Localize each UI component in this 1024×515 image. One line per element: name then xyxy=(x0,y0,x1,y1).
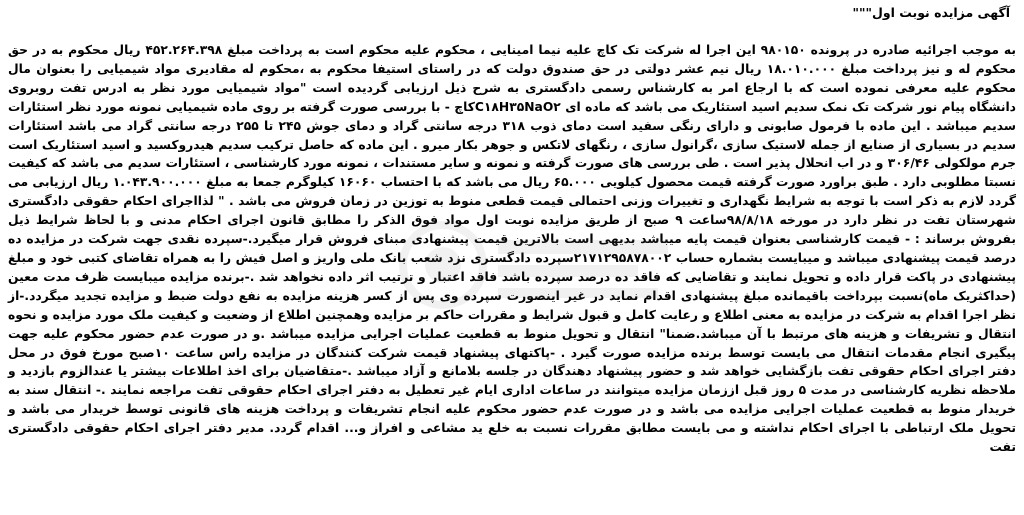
notice-document xyxy=(8,0,1016,515)
notice-body: به موجب اجرائیه صادره در پرونده ۹۸۰۱۵۰ این اجرا له شرکت تک کاچ علیه نیما امینایی ، محکوم علیه محکوم است به پرداخت مبلغ ۴۵۲.۲۶۴.۳۹۸ ریال محکوم به در حق محکوم له و نیز پرداخت مبلغ ۱۸.۰۱۰.۰۰۰ ریال نیم عشر دولتی در حق صندوق دولت که در راستای استیفا محکوم به ،محکوم له مقادیری مواد شیمیایی را بعنوان مال محکوم علیه معرفی نموده است که با ارجاع امر به کارشناس رسمی دادگستری به شرح ذیل ارزیابی گردیده است "مواد شیمیایی مورد نظر به ادرس تفت روبروی دانشگاه پیام نور شرکت تک نمک سدیم اسید استئاریک می باشد که ماده ای C۱۸H۳۵NaO۲کاچ - با بررسی صورت گرفته بر روی ماده شیمیایی نمونه مورد نظر استئارات سدیم میباشد . این ماده با فرمول صابونی و دارای رنگی سفید است دمای ذوب ۳۱۸ درجه سانتی گراد و دمای جوش ۲۴۵ تا ۲۵۵ درجه سانتی گراد می باشد استئارات سدیم در بسیاری از صنایع از جمله لاستیک سازی ،گرانول سازی ، رنگهای لاتکس و جوهر بکار میرو . این ماده که حاصل ترکیب سدیم هیدروکسید و اسید استئاریک است جرم مولکولی ۳۰۶/۴۶ و در اب انحلال پذیر است . طی بررسی های صورت گرفته و نمونه و سایر مستندات ، نمونه مورد کارشناسی ، استئارات سدیم می باشد که کیفیت نسبتا مطلوبی دارد . طبق براورد صورت گرفته قیمت محصول کیلویی ۶۵.۰۰۰ ریال می باشد که با احتساب ۱۶۰۶۰ کیلوگرم جمعا به مبلغ ۱.۰۴۳.۹۰۰.۰۰۰ ریال ارزیابی می گردد لازم به ذکر است با توجه به شرایط نگهداری و تغییرات وزنی احتمالی قیمت قطعی منوط به توزین در زمان فروش می باشد . " لذااجرای احکام حقوقی دادگستری شهرستان تفت در نظر دارد در مورخه ۹۸/۸/۱۸ساعت ۹ صبح از طریق مزایده نوبت اول مواد فوق الذکر را مطابق قانون اجرای احکام مدنی و با لحاظ شرایط ذیل بفروش برساند : - قیمت کارشناسی بعنوان قیمت پایه میباشد بدیهی است بالاترین قیمت پیشنهادی مبنای فروش قرار میگیرد.-سپرده نقدی جهت شرکت در مزایده ده درصد قیمت پیشنهادی میباشد و میبایست بشماره حساب ۲۱۷۱۲۹۵۸۷۸۰۰۲سپرده دادگستری نزد شعب بانک ملی واریز و اصل فیش را به همراه تقاضای کتبی خود و مبلغ پیشنهادی در پاکت قرار داده و تحویل نمایند و تقاضایی که فاقد ده درصد سپرده باشد فاقد اعتبار و ترتیب اثر داده نخواهد شد .-برنده مزایده میبایست ظرف مدت معین (حداکثریک ماه)نسبت بپرداخت باقیمانده مبلغ پیشنهادی اقدام نماید در غیر اینصورت سپرده وی پس از کسر هزینه مزایده به نفع دولت ضبط و مزایده تجدید میگردد.-از نظر اجرا اقدام به شرکت در مزایده به معنی اطلاع و رعایت کامل و قبول شرایط و مقررات حاکم بر مزایده وهمچنین اطلاع از وضعیت و کیفیت ملک مورد مزایده و نحوه انتقال و تشریفات و هزینه های مرتبط با آن میباشد.ضمنا" انتقال و تحویل منوط به قطعیت عملیات اجرایی مزایده میباشد .و در صورت عدم حضور محکوم علیه جهت پیگیری انجام مقدمات انتقال می بایست توسط برنده مزایده صورت گیرد . -پاکتهای پیشنهاد قیمت شرکت کنندگان در مزایده راس ساعت ۱۰صبح مورخ فوق در محل دفتر اجرای احکام حقوقی تفت بازگشایی خواهد شد و حضور پیشنهاد دهندگان در جلسه بلامانع و آزاد میباشد .-متقاضیان برای اخذ اطلاعات بیشتر یا عندالزوم بازدید و ملاحظه نظریه کارشناسی در مدت ۵ روز قبل اززمان مزایده میتوانند در ساعات اداری ایام غیر تعطیل به دفتر اجرای احکام حقوقی تفت مراجعه نمایند .- انتقال سند به خریدار منوط به قطعیت عملیات اجرایی مزایده می باشد و در صورت عدم حضور محکوم علیه انجام تشریفات و پرداخت هزینه های قانونی توسط خریدار می باشد و تحویل ملک ارتباطی با اجرای احکام نداشته و می بایست مطابق مقررات نسبت به خلع ید مشاعی و افراز و... اقدام گردد. مدیر دفتر اجرای احکام حقوقی دادگستری تفت xyxy=(8,43,1017,455)
notice-title: آگهی مزایده نوبت اول""" xyxy=(852,5,1010,20)
